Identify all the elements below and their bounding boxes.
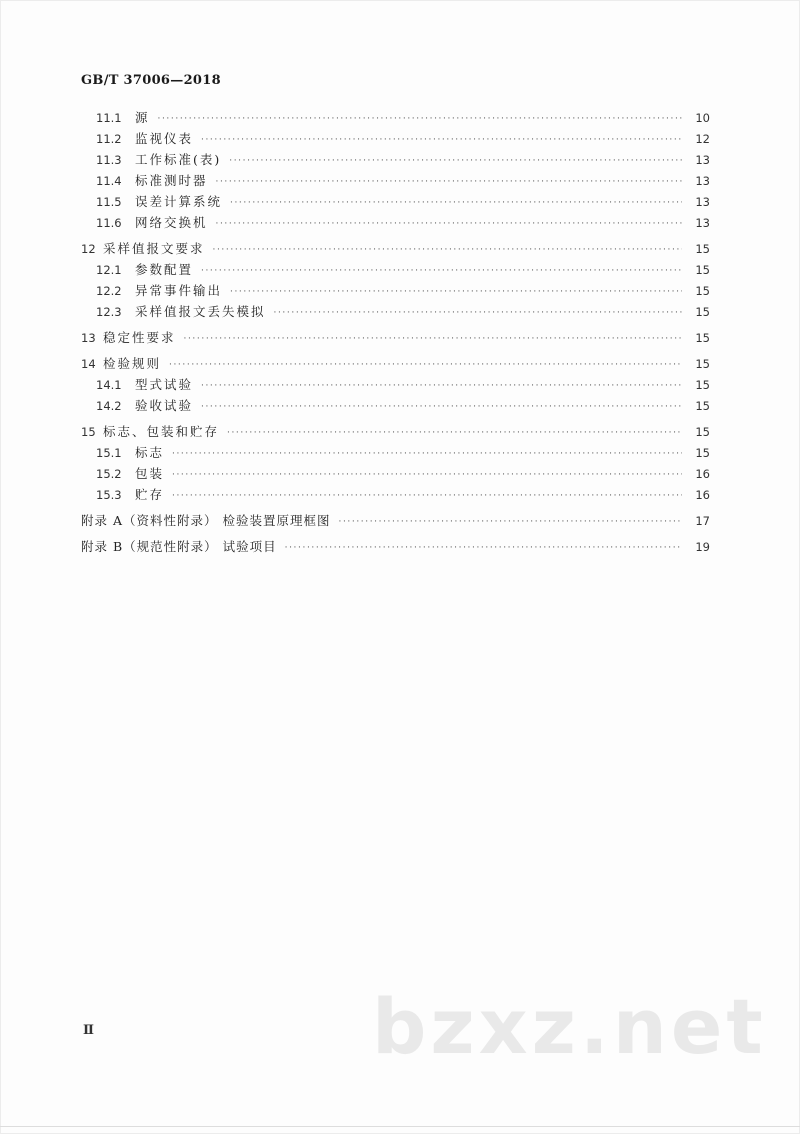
toc-entry-page-number: 13 <box>695 216 710 230</box>
watermark: bzxz.net <box>372 982 767 1071</box>
toc-entry-page-number: 15 <box>695 331 710 345</box>
toc-entry[interactable] <box>81 421 710 442</box>
toc-entry-number: 15.1 <box>96 446 122 460</box>
toc-entry-number: 15 <box>81 425 96 439</box>
toc-entry-number: 11.6 <box>96 216 122 230</box>
toc-dot-leader <box>216 172 682 193</box>
toc-entry-page-number: 19 <box>695 540 710 554</box>
toc-dot-leader <box>201 376 682 397</box>
toc-entry-number: 15.2 <box>96 467 122 481</box>
toc-entry[interactable] <box>81 327 710 348</box>
toc-entry-page-number: 15 <box>695 357 710 371</box>
toc-entry-title: 包装 <box>135 466 165 481</box>
toc-entry[interactable] <box>81 128 710 149</box>
toc-dot-leader <box>285 538 682 559</box>
toc-entry-page-number: 15 <box>695 284 710 298</box>
toc-entry[interactable] <box>81 191 710 212</box>
toc-entry-title: 验收试验 <box>135 398 194 413</box>
toc-entry-number: 11.4 <box>96 174 122 188</box>
toc-entry-title: 参数配置 <box>135 262 194 277</box>
toc-entry-title: 附录 B（规范性附录） 试验项目 <box>81 539 277 554</box>
toc-dot-leader <box>172 465 682 486</box>
toc-entry[interactable] <box>81 484 710 505</box>
toc-entry[interactable] <box>81 301 710 322</box>
toc-entry[interactable] <box>81 170 710 191</box>
toc-entry-number: 12.3 <box>96 305 122 319</box>
toc-dot-leader <box>227 423 682 444</box>
toc-dot-leader <box>216 214 682 235</box>
toc-entry[interactable] <box>81 463 710 484</box>
toc-dot-leader <box>213 240 682 261</box>
toc-entry-title: 标志 <box>135 445 165 460</box>
toc-entry-number: 11.1 <box>96 111 122 125</box>
toc-entry-number: 12.2 <box>96 284 122 298</box>
toc-dot-leader <box>201 397 682 418</box>
toc-dot-leader <box>274 303 682 324</box>
toc-entry-page-number: 15 <box>695 425 710 439</box>
toc-entry-number: 14.2 <box>96 399 122 413</box>
toc-entry-page-number: 13 <box>695 174 710 188</box>
toc-entry[interactable] <box>81 510 710 531</box>
toc-entry[interactable] <box>81 374 710 395</box>
toc-entry-page-number: 17 <box>695 514 710 528</box>
toc-entry-title: 型式试验 <box>135 377 194 392</box>
toc-dot-leader <box>169 355 682 376</box>
toc-entry-page-number: 12 <box>695 132 710 146</box>
toc-entry[interactable] <box>81 107 710 128</box>
toc-entry-title: 采样值报文要求 <box>103 241 205 256</box>
toc-entry-page-number: 15 <box>695 242 710 256</box>
toc-dot-leader <box>172 486 682 507</box>
toc-entry-number: 12.1 <box>96 263 122 277</box>
toc-entry-page-number: 13 <box>695 195 710 209</box>
toc-entry[interactable] <box>81 238 710 259</box>
toc-entry[interactable] <box>81 259 710 280</box>
toc-entry-title: 标准测时器 <box>135 173 208 188</box>
toc-entry[interactable] <box>81 280 710 301</box>
toc-dot-leader <box>230 193 682 214</box>
toc-entry[interactable] <box>81 353 710 374</box>
toc-dot-leader <box>338 512 682 533</box>
toc-entry-title: 工作标准(表) <box>135 152 222 167</box>
toc-entry-title: 附录 A（资料性附录） 检验装置原理框图 <box>81 513 331 528</box>
toc-entry-page-number: 10 <box>695 111 710 125</box>
toc-entry-title: 网络交换机 <box>135 215 208 230</box>
toc-entry-title: 标志、包装和贮存 <box>103 424 220 439</box>
page-number-roman: Ⅱ <box>83 1023 94 1038</box>
toc-entry-title: 监视仪表 <box>135 131 194 146</box>
toc-entry[interactable] <box>81 212 710 233</box>
standard-code-header: GB/T 37006—2018 <box>81 73 221 88</box>
toc-dot-leader <box>184 329 682 350</box>
table-of-contents <box>81 107 710 557</box>
toc-entry-page-number: 15 <box>695 446 710 460</box>
toc-entry-number: 15.3 <box>96 488 122 502</box>
toc-entry-number: 13 <box>81 331 96 345</box>
toc-dot-leader <box>172 444 682 465</box>
toc-entry-page-number: 15 <box>695 399 710 413</box>
toc-entry-number: 11.3 <box>96 153 122 167</box>
toc-entry-title: 源 <box>135 110 150 125</box>
toc-dot-leader <box>158 109 682 130</box>
toc-entry[interactable] <box>81 536 710 557</box>
toc-entry-page-number: 16 <box>695 488 710 502</box>
toc-entry-number: 11.5 <box>96 195 122 209</box>
toc-dot-leader <box>201 261 682 282</box>
toc-entry-title: 误差计算系统 <box>135 194 223 209</box>
toc-entry-page-number: 15 <box>695 378 710 392</box>
toc-entry-title: 异常事件输出 <box>135 283 223 298</box>
toc-entry-title: 贮存 <box>135 487 165 502</box>
toc-entry-page-number: 15 <box>695 305 710 319</box>
page-bottom-edge <box>0 1126 800 1127</box>
toc-dot-leader <box>230 282 682 303</box>
toc-entry-title: 稳定性要求 <box>103 330 176 345</box>
toc-dot-leader <box>229 151 682 172</box>
toc-entry[interactable] <box>81 442 710 463</box>
toc-entry-number: 11.2 <box>96 132 122 146</box>
toc-entry[interactable] <box>81 149 710 170</box>
toc-entry-page-number: 15 <box>695 263 710 277</box>
toc-entry-number: 14.1 <box>96 378 122 392</box>
toc-entry[interactable] <box>81 395 710 416</box>
toc-entry-page-number: 13 <box>695 153 710 167</box>
toc-entry-page-number: 16 <box>695 467 710 481</box>
toc-entry-number: 14 <box>81 357 96 371</box>
toc-entry-title: 检验规则 <box>103 356 162 371</box>
toc-entry-number: 12 <box>81 242 96 256</box>
toc-dot-leader <box>201 130 682 151</box>
toc-entry-title: 采样值报文丢失模拟 <box>135 304 266 319</box>
